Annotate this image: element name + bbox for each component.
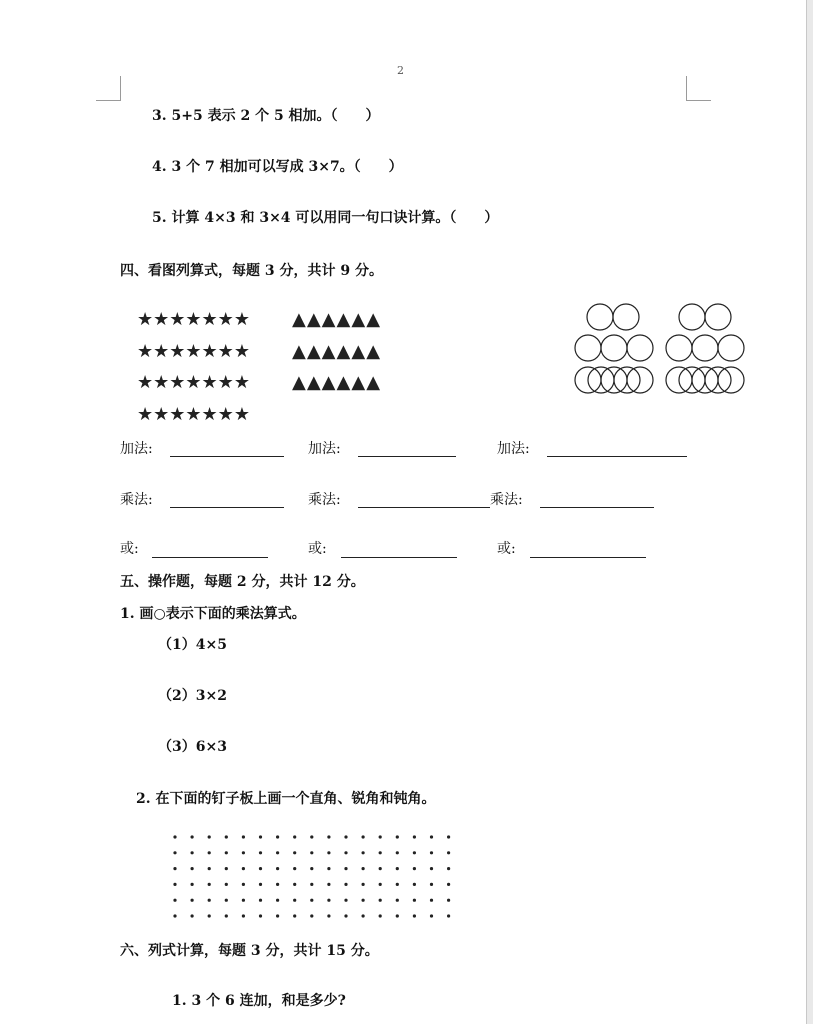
peg-dot [191,883,194,886]
star-row: ★★★★★★★ [137,341,250,362]
answer-line[interactable] [152,557,268,558]
circle-shape [692,335,718,361]
peg-dot [379,867,382,870]
peg-dot [327,851,330,854]
circle-shape [601,335,627,361]
answer-line[interactable] [358,507,490,508]
peg-dot [225,914,228,917]
peg-dot [208,914,211,917]
triangle-row: ▲▲▲▲▲▲ [292,309,382,330]
answer-line[interactable] [540,507,654,508]
star-row: ★★★★★★★ [137,404,250,425]
peg-dot [396,867,399,870]
circle-groups [575,304,744,393]
peg-dot [293,851,296,854]
circle-shape [613,304,639,330]
judge-item-4: 4. 3 个 7 相加可以写成 3×7。（ ） [152,159,403,175]
peg-dot [173,883,176,886]
peg-dot [396,899,399,902]
peg-dot [310,835,313,838]
peg-dot [310,914,313,917]
peg-dot [413,867,416,870]
peg-dot [225,867,228,870]
peg-dot [191,835,194,838]
peg-dot [276,883,279,886]
peg-dot [310,883,313,886]
peg-dot [191,851,194,854]
mul-label: 乘法: [308,492,341,508]
peg-dot [242,851,245,854]
peg-dot [259,867,262,870]
peg-dot [293,883,296,886]
peg-dot [293,835,296,838]
peg-dot [327,835,330,838]
peg-dot [413,851,416,854]
peg-dot [413,914,416,917]
circle-shape [666,335,692,361]
peg-dot [362,851,365,854]
peg-dot [447,883,450,886]
circle-shape [679,304,705,330]
judge-item-5: 5. 计算 4×3 和 3×4 可以用同一句口诀计算。（ ） [152,210,499,226]
peg-dot [413,883,416,886]
peg-dot [396,835,399,838]
peg-dot [310,899,313,902]
page-number: 2 [397,64,404,77]
peg-dot [276,867,279,870]
peg-dot [327,883,330,886]
peg-dot [344,914,347,917]
peg-dot [310,867,313,870]
star-row: ★★★★★★★ [137,372,250,393]
or-label: 或: [497,541,516,557]
peg-dot [344,851,347,854]
section-5-q2: 2. 在下面的钉子板上画一个直角、锐角和钝角。 [136,791,436,807]
peg-dot [327,914,330,917]
peg-dot [430,899,433,902]
peg-dot [430,851,433,854]
peg-dot [447,867,450,870]
circle-shape [575,335,601,361]
section-5-item-3: （3）6×3 [158,739,227,755]
peg-dot [379,851,382,854]
peg-dot [310,851,313,854]
peg-dot [173,835,176,838]
circle-shape [627,335,653,361]
judge-item-3: 3. 5+5 表示 2 个 5 相加。（ ） [152,108,380,124]
peg-dot [362,835,365,838]
peg-dot [396,914,399,917]
peg-dot [327,867,330,870]
peg-dot [447,899,450,902]
peg-dot [447,851,450,854]
peg-dot [396,851,399,854]
peg-dot [447,835,450,838]
section-5-q1: 1. 画○表示下面的乘法算式。 [120,606,306,622]
peg-dot [242,914,245,917]
peg-dot [413,835,416,838]
peg-dot [447,914,450,917]
section-5-item-2: （2）3×2 [158,688,227,704]
peg-dot [327,899,330,902]
triangle-row: ▲▲▲▲▲▲ [292,372,382,393]
peg-dot [379,835,382,838]
peg-dot [379,883,382,886]
peg-dot [225,851,228,854]
add-label: 加法: [308,441,341,457]
section-4-heading: 四、看图列算式，每题 3 分，共计 9 分。 [120,263,383,279]
add-label: 加法: [497,441,530,457]
peg-dot [344,899,347,902]
peg-dot [344,883,347,886]
answer-line[interactable] [358,456,456,457]
peg-dot [225,899,228,902]
star-row: ★★★★★★★ [137,309,250,330]
peg-dot [379,914,382,917]
peg-dot [362,899,365,902]
peg-dot [430,883,433,886]
section-5-item-1: （1）4×5 [158,637,227,653]
peg-dot [293,867,296,870]
peg-dot [362,914,365,917]
section-6-q1: 1. 3 个 6 连加，和是多少? [172,993,346,1009]
or-label: 或: [120,541,139,557]
peg-dot [191,867,194,870]
peg-dot [208,851,211,854]
peg-dot [208,899,211,902]
peg-dot [413,899,416,902]
peg-dot [208,835,211,838]
peg-dot [259,899,262,902]
peg-dot [259,851,262,854]
peg-dot [173,899,176,902]
peg-dot [293,899,296,902]
peg-dot [242,867,245,870]
answer-line[interactable] [530,557,646,558]
peg-dot [208,883,211,886]
pegboard [173,835,450,917]
peg-dot [362,867,365,870]
circle-shape [587,304,613,330]
peg-dot [276,835,279,838]
mul-label: 乘法: [490,492,523,508]
or-label: 或: [308,541,327,557]
triangle-row: ▲▲▲▲▲▲ [292,341,382,362]
peg-dot [430,835,433,838]
peg-dot [344,835,347,838]
peg-dot [293,914,296,917]
peg-dot [430,914,433,917]
peg-dot [173,914,176,917]
answer-line[interactable] [170,507,284,508]
section-6-heading: 六、列式计算，每题 3 分，共计 15 分。 [120,943,379,959]
peg-dot [259,914,262,917]
peg-dot [173,867,176,870]
peg-dot [242,835,245,838]
answer-line[interactable] [170,456,284,457]
peg-dot [242,899,245,902]
peg-dot [191,899,194,902]
peg-dot [208,867,211,870]
peg-dot [344,867,347,870]
section-5-heading: 五、操作题，每题 2 分，共计 12 分。 [120,574,365,590]
peg-dot [276,851,279,854]
peg-dot [276,914,279,917]
mul-label: 乘法: [120,492,153,508]
peg-dot [276,899,279,902]
peg-dot [225,835,228,838]
peg-dot [379,899,382,902]
peg-dot [259,835,262,838]
peg-dot [362,883,365,886]
peg-dot [191,914,194,917]
peg-dot [259,883,262,886]
circle-shape [705,304,731,330]
answer-line[interactable] [341,557,457,558]
peg-dot [396,883,399,886]
peg-dot [225,883,228,886]
add-label: 加法: [120,441,153,457]
circle-shape [718,335,744,361]
peg-dot [242,883,245,886]
peg-dot [430,867,433,870]
answer-line[interactable] [547,456,687,457]
peg-dot [173,851,176,854]
